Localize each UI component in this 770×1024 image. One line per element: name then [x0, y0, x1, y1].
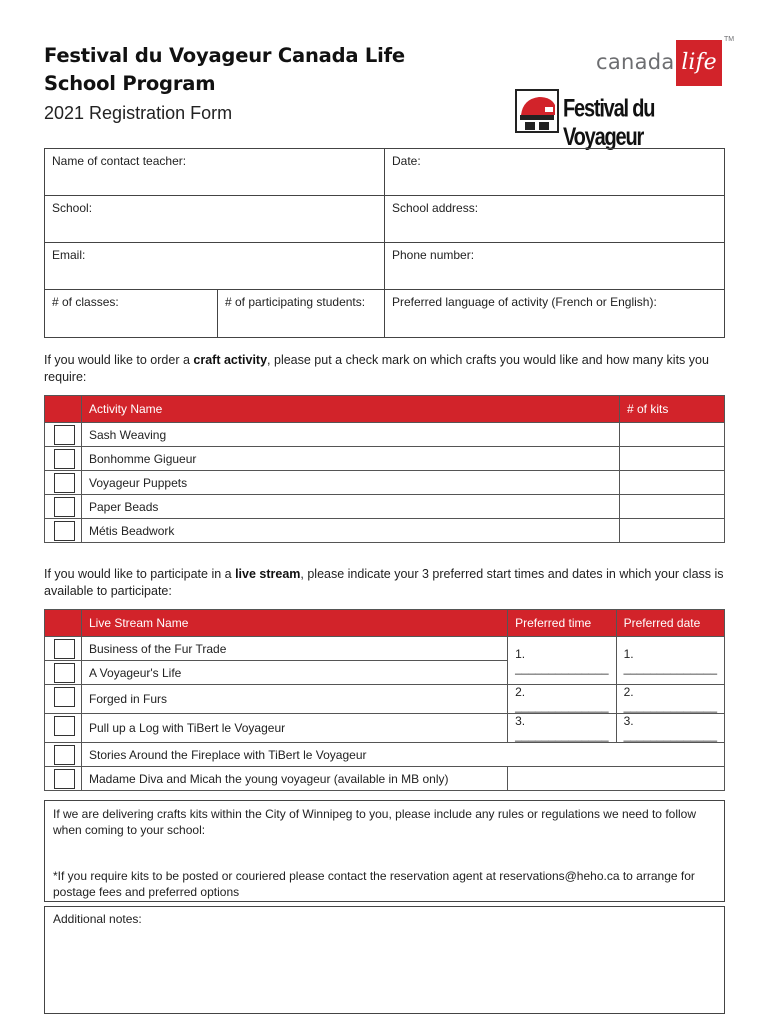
live-checkbox-cell	[45, 637, 82, 661]
craft-intro-text: If you would like to order a	[44, 353, 194, 367]
craft-checkbox-cell	[45, 447, 82, 471]
preferred-language-field[interactable]: Preferred language of activity (French or English):	[392, 295, 657, 309]
table-row	[45, 519, 725, 543]
live-checkbox-cell	[45, 714, 82, 743]
table-row	[45, 423, 725, 447]
kits-count-input[interactable]	[620, 519, 725, 543]
preferred-date-header: Preferred date	[616, 610, 724, 637]
info-row-teacher	[45, 149, 724, 196]
live-stream-name: Madame Diva and Micah the young voyageur (available in MB only)	[82, 767, 508, 791]
table-row	[45, 714, 725, 743]
delivery-rules-text: If we are delivering crafts kits within the City of Winnipeg to you, please include any rules or regulations we need to follow when coming to your school:	[53, 807, 696, 837]
craft-header-check-col	[45, 396, 82, 423]
craft-name: Métis Beadwork	[82, 519, 620, 543]
checkbox[interactable]	[54, 769, 75, 789]
school-address-field[interactable]: School address:	[392, 201, 479, 215]
live-stream-table	[44, 609, 725, 791]
preferred-time-slot-2[interactable]: 2. ______________	[508, 685, 616, 714]
students-count-field[interactable]: # of participating students:	[218, 290, 385, 337]
live-stream-intro-bold: live stream	[235, 567, 301, 581]
contact-info-form	[44, 148, 725, 338]
checkbox[interactable]	[54, 425, 75, 445]
form-subtitle: 2021 Registration Form	[44, 103, 233, 123]
preferred-time-header: Preferred time	[508, 610, 616, 637]
kits-count-input[interactable]	[620, 423, 725, 447]
kits-count-input[interactable]	[620, 447, 725, 471]
canada-life-logo-word: canada	[596, 50, 675, 74]
live-stream-instructions	[44, 566, 724, 600]
phone-number-field[interactable]: Phone number:	[392, 248, 475, 262]
live-stream-name: Stories Around the Fireplace with TiBert le Voyageur	[82, 743, 725, 767]
date-field[interactable]: Date:	[392, 154, 421, 168]
checkbox[interactable]	[54, 521, 75, 541]
craft-activity-instructions	[44, 352, 714, 386]
canada-life-logo	[596, 36, 736, 88]
craft-name: Voyageur Puppets	[82, 471, 620, 495]
table-row	[45, 767, 725, 791]
classes-count-field[interactable]: # of classes:	[45, 290, 218, 337]
live-stream-table-header	[45, 610, 725, 637]
checkbox[interactable]	[54, 687, 75, 707]
craft-intro-bold: craft activity	[193, 353, 268, 367]
kits-count-input[interactable]	[620, 471, 725, 495]
live-stream-name: A Voyageur's Life	[82, 661, 508, 685]
craft-intro-text-end: , please put a check mark on which crafts you would like and how many kits you require:	[44, 353, 709, 384]
table-row	[45, 637, 725, 661]
checkbox[interactable]	[54, 473, 75, 493]
craft-checkbox-cell	[45, 471, 82, 495]
checkbox[interactable]	[54, 745, 75, 765]
live-checkbox-cell	[45, 743, 82, 767]
checkbox[interactable]	[54, 716, 75, 736]
additional-notes-box[interactable]	[44, 906, 725, 1014]
live-stream-name-header: Live Stream Name	[82, 610, 508, 637]
checkbox[interactable]	[54, 497, 75, 517]
live-stream-name: Business of the Fur Trade	[82, 637, 508, 661]
table-row	[45, 685, 725, 714]
info-row-school	[45, 196, 724, 243]
craft-table-header	[45, 396, 725, 423]
checkbox[interactable]	[54, 449, 75, 469]
delivery-instructions-box[interactable]	[44, 800, 725, 902]
additional-notes-label: Additional notes:	[53, 912, 142, 926]
postage-note-text: *If you require kits to be posted or couriered please contact the reservation agent at reservations@heho.ca to arrange for postage fees and preferred options	[53, 869, 695, 899]
craft-name: Bonhomme Gigueur	[82, 447, 620, 471]
live-header-check-col	[45, 610, 82, 637]
live-stream-name: Forged in Furs	[82, 685, 508, 714]
table-row	[45, 495, 725, 519]
preferred-time-slot-3[interactable]: 3. ______________	[508, 714, 616, 743]
page-title	[44, 42, 405, 98]
live-checkbox-cell	[45, 661, 82, 685]
live-stream-intro-text-end: , please indicate your 3 preferred start times and dates in which your class is available to participate:	[44, 567, 724, 598]
craft-checkbox-cell	[45, 495, 82, 519]
info-row-classes	[45, 290, 724, 337]
craft-name: Paper Beads	[82, 495, 620, 519]
craft-name: Sash Weaving	[82, 423, 620, 447]
checkbox[interactable]	[54, 639, 75, 659]
craft-checkbox-cell	[45, 519, 82, 543]
school-field[interactable]: School:	[45, 196, 385, 242]
preferred-date-slot-1[interactable]: 1. ______________	[616, 637, 724, 685]
preferred-date-slot-3[interactable]: 3. ______________	[616, 714, 724, 743]
preferred-date-slot-2[interactable]: 2. ______________	[616, 685, 724, 714]
tuque-icon	[515, 89, 559, 133]
table-row	[45, 471, 725, 495]
canada-life-logo-box: life	[676, 40, 722, 86]
live-stream-name: Pull up a Log with TiBert le Voyageur	[82, 714, 508, 743]
kits-count-input[interactable]	[620, 495, 725, 519]
craft-activity-table	[44, 395, 725, 543]
info-row-email	[45, 243, 724, 290]
live-checkbox-cell	[45, 685, 82, 714]
preferred-time-slot-1[interactable]: 1. ______________	[508, 637, 616, 685]
email-field[interactable]: Email:	[45, 243, 385, 289]
craft-checkbox-cell	[45, 423, 82, 447]
checkbox[interactable]	[54, 663, 75, 683]
contact-teacher-field[interactable]: Name of contact teacher:	[45, 149, 385, 195]
kits-count-header: # of kits	[620, 396, 725, 423]
live-stream-extra-cell	[508, 767, 725, 791]
title-line-2: School Program	[44, 72, 216, 95]
festival-du-voyageur-wordmark: Festival du Voyageur	[563, 95, 655, 152]
festival-du-voyageur-logo	[515, 89, 729, 152]
table-row	[45, 743, 725, 767]
activity-name-header: Activity Name	[82, 396, 620, 423]
table-row	[45, 447, 725, 471]
live-stream-intro-text: If you would like to participate in a	[44, 567, 236, 581]
live-checkbox-cell	[45, 767, 82, 791]
title-line-1: Festival du Voyageur Canada Life	[44, 44, 405, 67]
trademark-mark: TM	[724, 36, 735, 43]
